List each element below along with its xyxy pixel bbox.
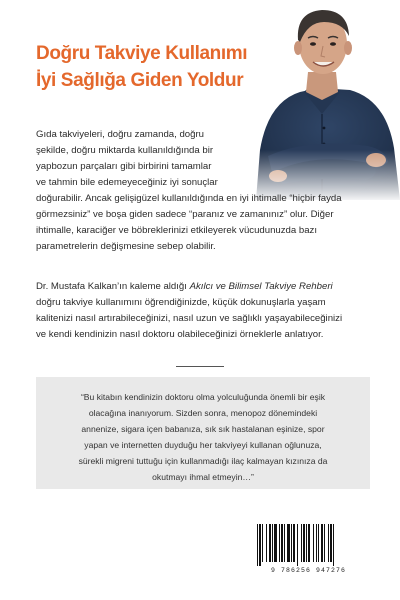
book-title-italic: Akılcı ve Bilimsel Takviye Rehberi — [189, 281, 333, 292]
text-line: ve kendi kendinizin nasıl doktoru olabileceğinizi örneklerle anlatıyor. — [36, 329, 324, 340]
isbn-barcode — [253, 522, 364, 580]
title-line-1: Doğru Takviye Kullanımı — [36, 43, 248, 64]
text-line: görmezsiniz” ve boşa giden sadece “paranız ve zamanınız” olur. Diğer — [36, 209, 334, 220]
quote-line: okutmayı ihmal etmeyin…” — [152, 472, 254, 482]
text-line: ihtimalle, karaciğer ve böbreklerinizi etkileyerek vücudunuzda bazı — [36, 225, 318, 236]
section-divider — [176, 366, 224, 367]
text-line: kalitenizi nasıl artırabileceğinizi, nasıl uzun ve sağlıklı yaşayabileceğinizi — [36, 313, 343, 324]
text-line: şekilde, doğru miktarda kullanıldığında bir — [36, 145, 214, 156]
quote-line: “Bu kitabın kendinizin doktoru olma yolculuğunda önemli bir eşik — [80, 392, 326, 402]
description-paragraph-1 — [36, 127, 370, 255]
text-line: doğru takviye kullanımını öğrendiğinizde, küçük dokunuşlarla yaşam — [36, 297, 326, 308]
description-paragraph-2 — [36, 279, 370, 343]
quote-line: annenize, sigara içen babanıza, sık sık hastalanan eşinize, spor — [81, 424, 325, 434]
quote-line: yapan ve internetten duyduğu her takviyeyi kullanan oğlunuza, — [84, 440, 322, 450]
quote-line: olacağına inanıyorum. Sizden sonra, menopoz dönemindeki — [88, 408, 318, 418]
text-line — [36, 279, 370, 295]
text-line: Gıda takviyeleri, doğru zamanda, doğru — [36, 129, 204, 140]
quote-line: sürekli migreni tuttuğu için kullanmadığı ilaç kalmayan kızınıza da — [78, 456, 328, 466]
isbn-number: 9 786256 947276 — [253, 567, 364, 574]
title-line-2: İyi Sağlığa Giden Yoldur — [36, 70, 244, 91]
text-line: parametrelerin değişmesine sebep olabilir. — [36, 241, 216, 252]
author-intro: Dr. Mustafa Kalkan’ın kaleme aldığı — [36, 281, 190, 292]
text-line: ve tahmin bile edemeyeceğiniz iyi sonuçlar — [36, 177, 218, 188]
quote-box — [36, 377, 370, 489]
barcode-bars — [253, 522, 364, 568]
text-line: yapbozun parçaları gibi birbirini tamamlar — [36, 161, 212, 172]
text-line: doğurabilir. Ancak gelişigüzel kullanıldığında en iyi ihtimalle “hiçbir fayda — [36, 193, 342, 204]
cover-title — [36, 40, 266, 94]
testimonial-quote — [36, 389, 370, 485]
